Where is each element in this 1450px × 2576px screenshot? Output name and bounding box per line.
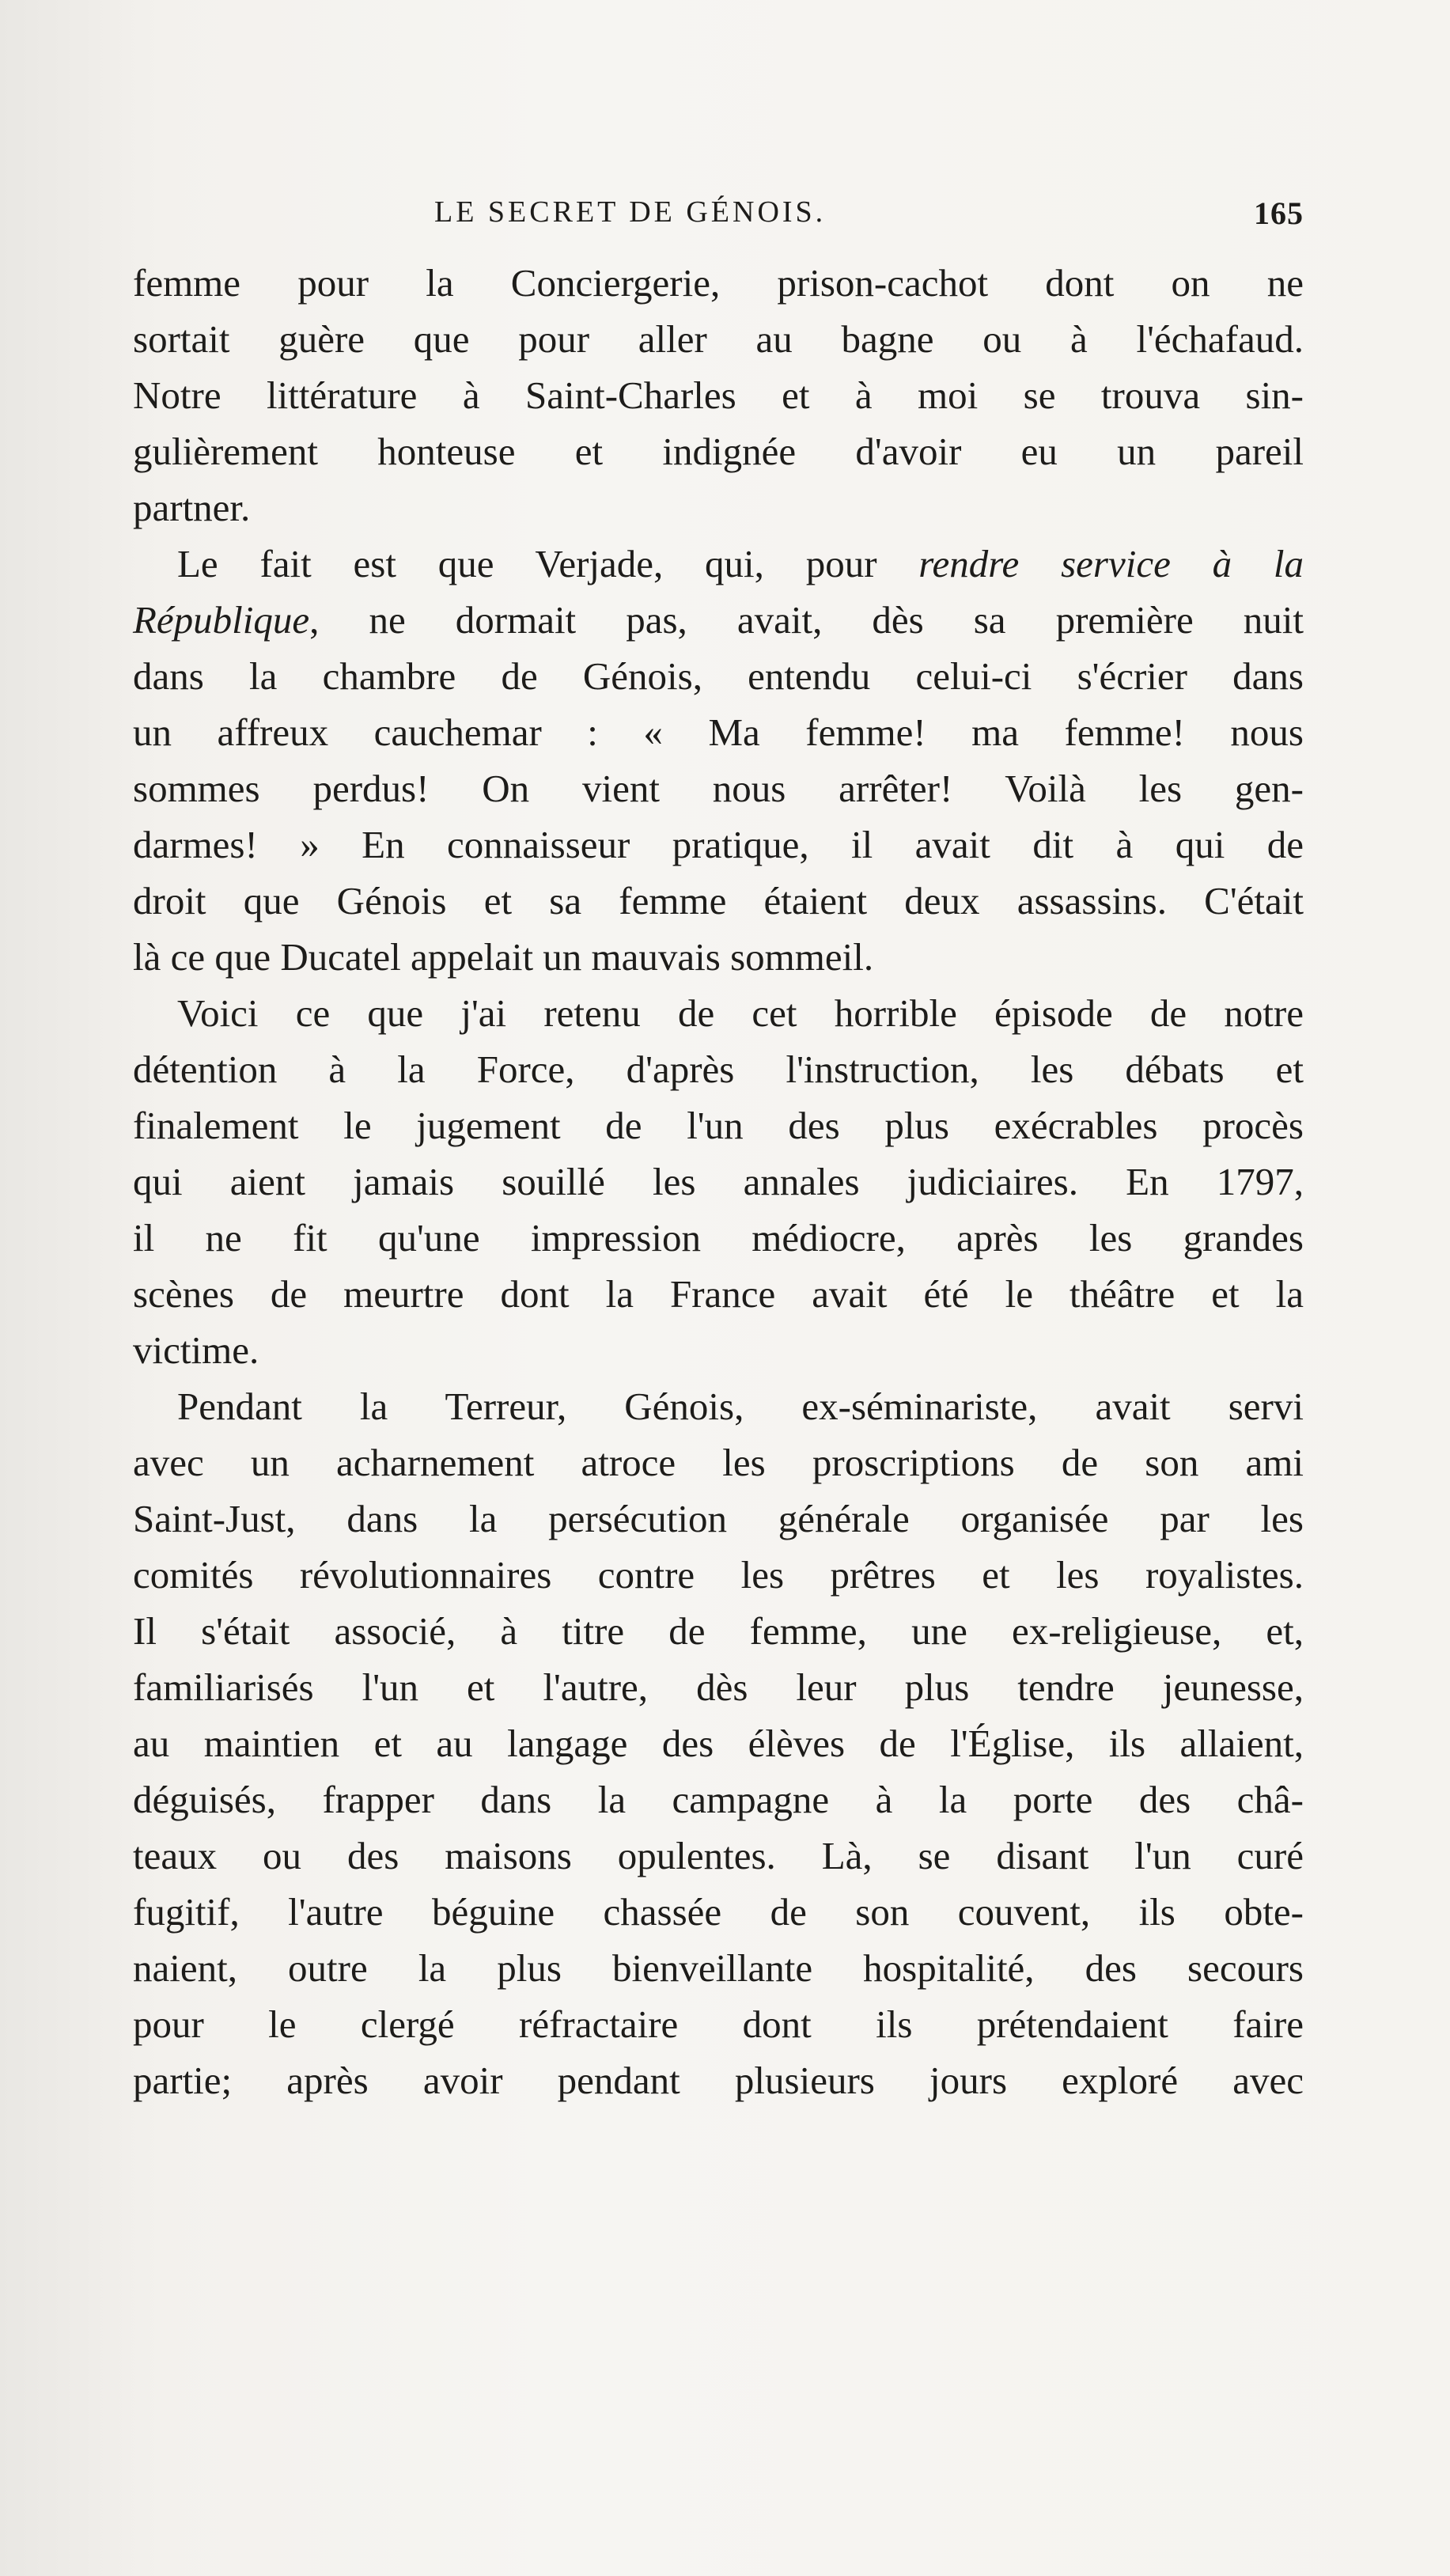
text-line: pour le clergé réfractaire dont ils prétendaient faire (133, 2002, 1304, 2046)
text-line (133, 536, 1304, 592)
running-title: LE SECRET DE GÉNOIS. (434, 195, 827, 229)
text-line: scènes de meurtre dont la France avait été le théâtre et la (133, 1272, 1304, 1316)
text-line: il ne fit qu'une impression médiocre, après les grandes (133, 1216, 1304, 1260)
text-line: un affreux cauchemar : « Ma femme! ma femme! nous (133, 710, 1304, 754)
body-text (133, 255, 1304, 2108)
text-line: teaux ou des maisons opulentes. Là, se disant l'un curé (133, 1834, 1304, 1877)
text-line: partie; après avoir pendant plusieurs jours exploré avec (133, 2059, 1304, 2102)
italic-run: République (133, 598, 310, 642)
text-line: Il s'était associé, à titre de femme, une ex-religieuse, et, (133, 1609, 1304, 1653)
text-line: au maintien et au langage des élèves de l'Église, ils allaient, (133, 1722, 1304, 1765)
text-line: familiarisés l'un et l'autre, dès leur plus tendre jeunesse, (133, 1665, 1304, 1709)
text-block (133, 184, 1304, 2108)
text-line: détention à la Force, d'après l'instruction, les débats et (133, 1047, 1304, 1091)
text-line: femme pour la Conciergerie, prison-cachot dont on ne (133, 261, 1304, 305)
italic-run: rendre service à la (918, 542, 1304, 585)
text-run: Le fait est que Verjade, qui, pour (177, 542, 919, 585)
text-line (133, 592, 1304, 648)
text-line: sommes perdus! On vient nous arrêter! Voilà les gen- (133, 767, 1304, 810)
text-line: Pendant la Terreur, Génois, ex-séminariste, avait servi (177, 1385, 1304, 1428)
text-run: , ne dormait pas, avait, dès sa première nuit (309, 598, 1304, 642)
text-line: là ce que Ducatel appelait un mauvais sommeil. (133, 935, 874, 979)
text-line: sortait guère que pour aller au bagne ou à l'échafaud. (133, 317, 1304, 361)
text-line: darmes! » En connaisseur pratique, il avait dit à qui de (133, 823, 1304, 866)
text-line: partner. (133, 486, 251, 529)
text-line: droit que Génois et sa femme étaient deux assassins. C'était (133, 879, 1304, 922)
text-line: Voici ce que j'ai retenu de cet horrible épisode de notre (177, 991, 1304, 1035)
text-line: gulièrement honteuse et indignée d'avoir eu un pareil (133, 430, 1304, 473)
text-line: comités révolutionnaires contre les prêtres et les royalistes. (133, 1553, 1304, 1597)
running-head (133, 184, 1304, 255)
text-line: déguisés, frapper dans la campagne à la porte des châ- (133, 1778, 1304, 1821)
text-line: Saint-Just, dans la persécution générale organisée par les (133, 1497, 1304, 1540)
text-line: qui aient jamais souillé les annales judiciaires. En 1797, (133, 1160, 1304, 1203)
text-line: avec un acharnement atroce les proscriptions de son ami (133, 1441, 1304, 1484)
text-line: fugitif, l'autre béguine chassée de son couvent, ils obte- (133, 1890, 1304, 1934)
text-line: dans la chambre de Génois, entendu celui-ci s'écrier dans (133, 654, 1304, 698)
text-line: victime. (133, 1328, 259, 1372)
text-line: naient, outre la plus bienveillante hospitalité, des secours (133, 1946, 1304, 1990)
page-number: 165 (1254, 195, 1304, 231)
text-line: Notre littérature à Saint-Charles et à moi se trouva sin- (133, 373, 1304, 417)
text-line: finalement le jugement de l'un des plus exécrables procès (133, 1104, 1304, 1147)
